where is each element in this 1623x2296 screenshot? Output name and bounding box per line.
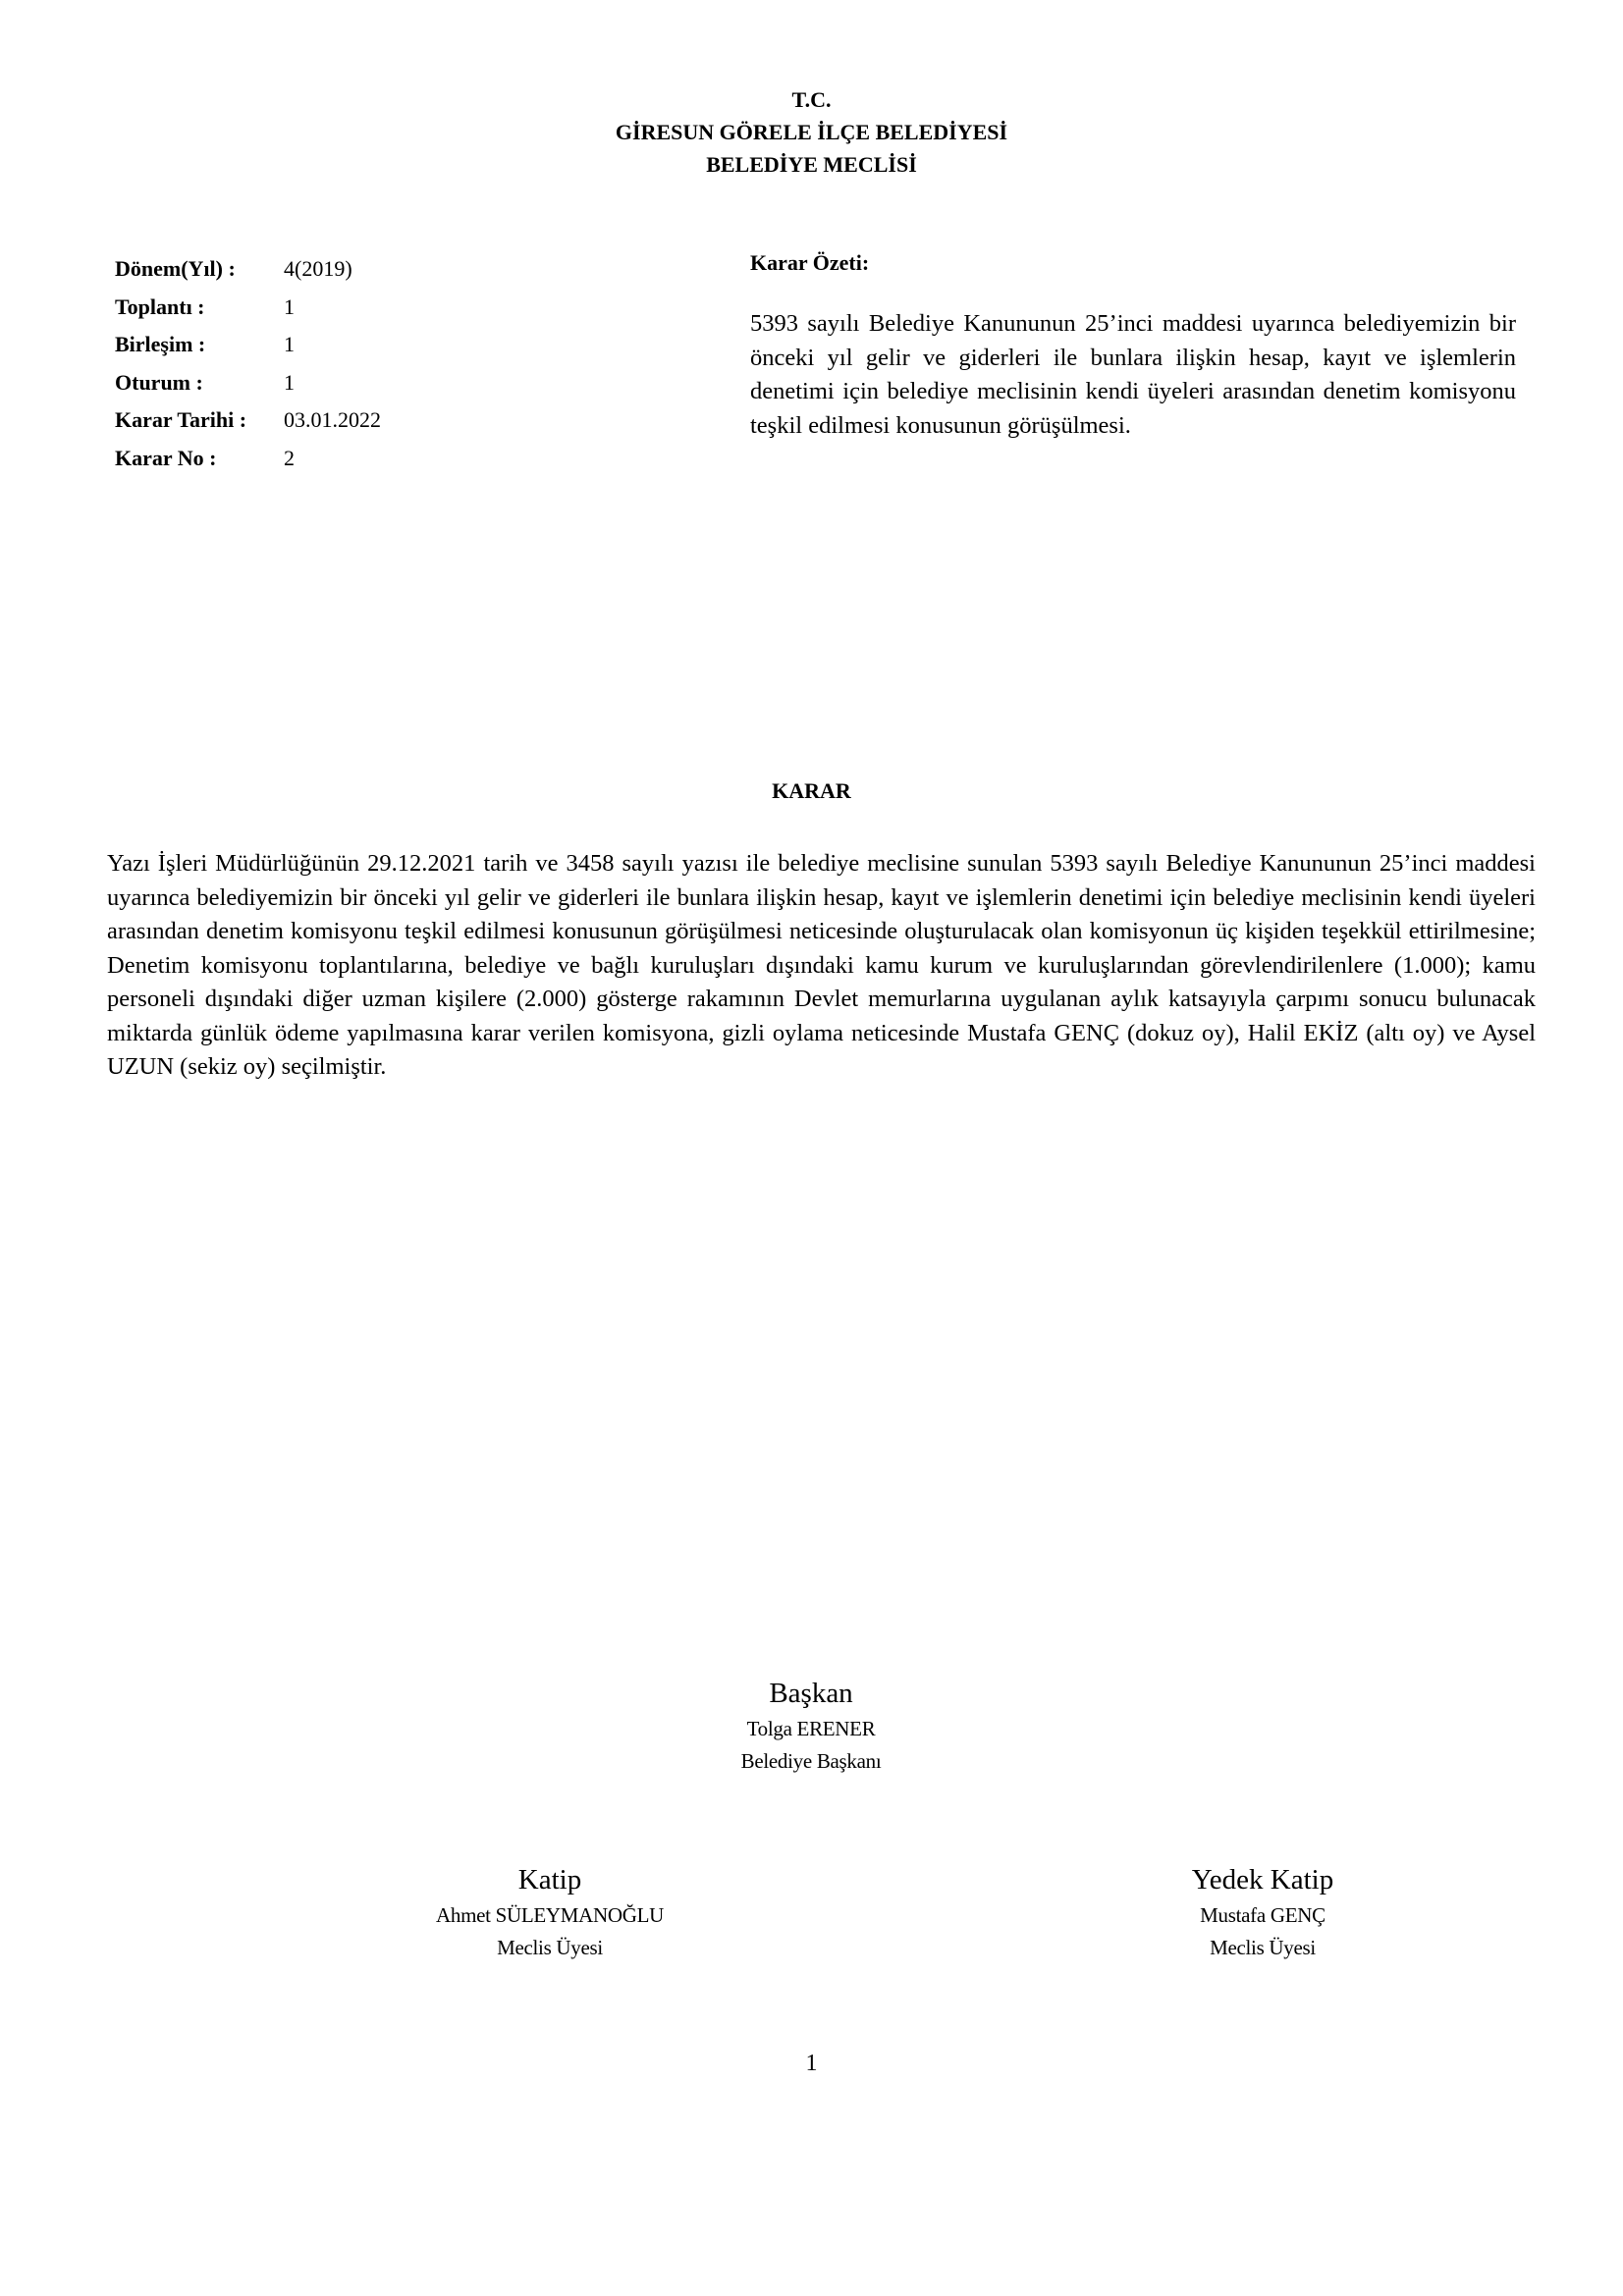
signature-title: Meclis Üyesi <box>1210 1936 1316 1959</box>
signature-role: Yedek Katip <box>1191 1864 1334 1896</box>
meta-value: 1 <box>284 369 295 395</box>
header-council: BELEDİYE MECLİSİ <box>706 152 917 177</box>
meta-row-decision-number <box>115 440 665 478</box>
meta-label: Karar Tarihi : <box>115 407 247 433</box>
signature-clerk <box>353 1860 746 1964</box>
meta-row-sitting <box>115 364 665 402</box>
meta-row-decision-date <box>115 401 665 440</box>
meta-row-session <box>115 326 665 364</box>
signature-president <box>615 1674 1007 1778</box>
meta-row-term <box>115 250 665 289</box>
document-header <box>0 83 1623 181</box>
signature-name: Tolga ERENER <box>746 1717 876 1740</box>
meta-label: Dönem(Yıl) : <box>115 256 236 282</box>
meta-row-meeting <box>115 289 665 327</box>
header-country: T.C. <box>791 87 832 112</box>
signature-role: Başkan <box>769 1678 853 1709</box>
summary-text: 5393 sayılı Belediye Kanununun 25’inci maddesi uyarınca belediyemizin bir önceki yıl gelir ve giderleri ile bunlara ilişkin hesap, kayıt ve işlemlerin denetimi için belediye meclisinin kendi üyeleri arasından denetim komisyonu teşkil edilmesi konusunun görüşülmesi. <box>750 310 1516 439</box>
meta-value: 03.01.2022 <box>284 407 381 433</box>
meta-label: Karar No : <box>115 445 217 470</box>
meta-value: 4(2019) <box>284 256 352 282</box>
meta-label: Birleşim : <box>115 332 206 357</box>
signature-title: Meclis Üyesi <box>497 1936 603 1959</box>
page-number: 1 <box>805 2051 818 2076</box>
meta-value: 2 <box>284 445 295 470</box>
signature-role: Katip <box>517 1864 582 1896</box>
signature-title: Belediye Başkanı <box>740 1749 882 1773</box>
decision-summary <box>750 248 1516 443</box>
meta-label: Oturum : <box>115 369 203 395</box>
header-municipality: GİRESUN GÖRELE İLÇE BELEDİYESİ <box>615 120 1008 144</box>
signature-deputy-clerk <box>1066 1860 1459 1964</box>
meta-value: 1 <box>284 294 295 319</box>
decision-meta <box>115 250 665 477</box>
decision-title: KARAR <box>772 778 851 803</box>
meta-value: 1 <box>284 332 295 357</box>
meta-label: Toplantı : <box>115 294 205 319</box>
signature-name: Mustafa GENÇ <box>1200 1903 1325 1927</box>
signature-name: Ahmet SÜLEYMANOĞLU <box>436 1903 664 1927</box>
decision-body: Yazı İşleri Müdürlüğünün 29.12.2021 tarih ve 3458 sayılı yazısı ile belediye meclisine sunulan 5393 sayılı Belediye Kanununun 25’inci maddesi uyarınca belediyemizin bir önceki yıl gelir ve giderleri ile bunlara ilişkin hesap, kayıt ve işlemlerin denetimi için belediye meclisinin kendi üyeleri arasından denetim komisyonu teşkil edilmesi konusunun görüşülmesi neticesinde oluşturulacak olan komisyonun üç kişiden teşekkül ettirilmesine; Denetim komisyonu toplantılarına, belediye ve bağlı kuruluşları dışındaki kamu kurum ve kuruluşlarından görevlendirilenlere (1.000); kamu personeli dışındaki diğer uzman kişilere (2.000) gösterge rakamının Devlet memurlarına uygulanan aylık katsayıyla çarpımı sonucu bulunacak miktarda günlük ödeme yapılmasına karar verilen komisyona, gizli oylama neticesinde Mustafa GENÇ (dokuz oy), Halil EKİZ (altı oy) ve Aysel UZUN (sekiz oy) seçilmiştir. <box>107 850 1536 1080</box>
summary-title: Karar Özeti: <box>750 250 870 275</box>
